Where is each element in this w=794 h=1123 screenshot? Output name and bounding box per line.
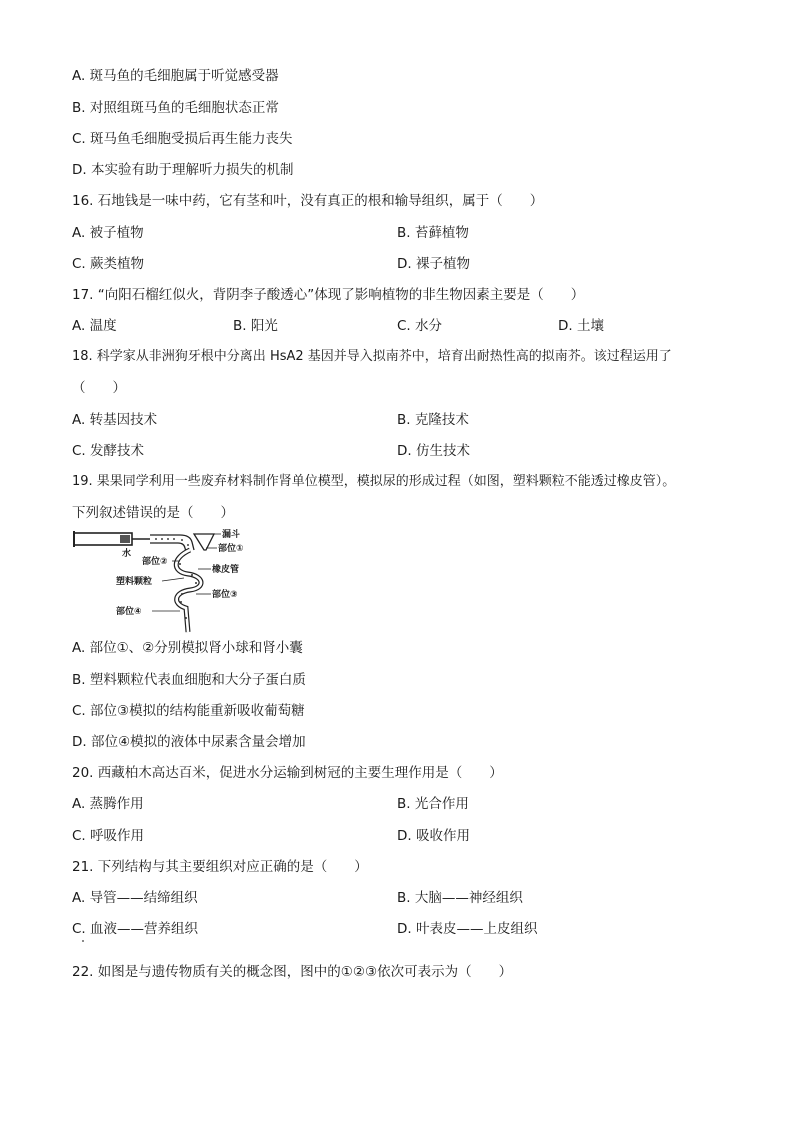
q21-option-a: A. 导管——结缔组织 [72, 890, 198, 906]
q18-option-d: D. 仿生技术 [397, 443, 470, 459]
q17-option-b: B. 阳光 [233, 318, 278, 334]
q19-option-d: D. 部位④模拟的液体中尿素含量会增加 [72, 734, 306, 750]
q19-option-b: B. 塑料颗粒代表血细胞和大分子蛋白质 [72, 672, 306, 688]
q19-stem-line1: 19. 果果同学利用一些废弃材料制作肾单位模型，模拟尿的形成过程（如图，塑料颗粒不能透过橡皮管）。 [72, 474, 676, 489]
q21-option-b: B. 大脑——神经组织 [397, 890, 523, 906]
q21-stem: 21. 下列结构与其主要组织对应正确的是（ ） [72, 859, 368, 875]
q20-option-a: A. 蒸腾作用 [72, 796, 144, 812]
q15-option-d: D. 本实验有助于理解听力损失的机制 [72, 162, 294, 178]
q15-option-b: B. 对照组斑马鱼的毛细胞状态正常 [72, 100, 279, 116]
q15-option-a: A. 斑马鱼的毛细胞属于听觉感受器 [72, 68, 279, 84]
label-part4: 部位④ [116, 607, 142, 617]
q20-option-b: B. 光合作用 [397, 796, 469, 812]
label-part1: 部位① [218, 544, 244, 554]
q16-option-c: C. 蕨类植物 [72, 256, 145, 272]
label-part3: 部位③ [212, 590, 238, 600]
q17-option-c: C. 水分 [397, 318, 443, 334]
stray-mark [82, 940, 84, 942]
q17-stem: 17. “向阳石榴红似火，背阴李子酸透心”体现了影响植物的非生物因素主要是（ ） [72, 287, 585, 303]
q18-stem-line1: 18. 科学家从非洲狗牙根中分离出 HsA2 基因并导入拟南芥中，培育出耐热性高的拟南芥。该过程运用了 [72, 349, 672, 364]
q16-option-d: D. 裸子植物 [397, 256, 470, 272]
q15-option-c: C. 斑马鱼毛细胞受损后再生能力丧失 [72, 131, 293, 147]
q21-option-d: D. 叶表皮——上皮组织 [397, 921, 538, 937]
label-plastic-particles: 塑料颗粒 [116, 577, 153, 587]
q21-option-c: C. 血液——营养组织 [72, 921, 199, 937]
q18-option-c: C. 发酵技术 [72, 443, 145, 459]
q19-stem-line2: 下列叙述错误的是（ ） [72, 505, 234, 521]
q16-option-b: B. 苔藓植物 [397, 225, 469, 241]
q16-option-a: A. 被子植物 [72, 225, 144, 241]
q20-stem: 20. 西藏柏木高达百米，促进水分运输到树冠的主要生理作用是（ ） [72, 765, 503, 781]
syringe-plunger [120, 535, 130, 543]
label-rubber-tube: 橡皮管 [212, 565, 240, 575]
q16-stem: 16. 石地钱是一味中药，它有茎和叶，没有真正的根和输导组织，属于（ ） [72, 193, 544, 209]
label-water: 水 [122, 549, 132, 559]
q18-option-a: A. 转基因技术 [72, 412, 158, 428]
q19-option-c: C. 部位③模拟的结构能重新吸收葡萄糖 [72, 703, 305, 719]
q20-option-c: C. 呼吸作用 [72, 828, 145, 844]
nephron-model-figure [72, 528, 262, 636]
label-part2: 部位② [142, 557, 168, 567]
label-funnel: 漏斗 [222, 530, 241, 540]
q18-option-b: B. 克隆技术 [397, 412, 469, 428]
q20-option-d: D. 吸收作用 [397, 828, 470, 844]
q19-option-a: A. 部位①、②分别模拟肾小球和肾小囊 [72, 640, 303, 656]
leader-plastic-particles [162, 578, 184, 581]
q17-option-d: D. 土壤 [558, 318, 604, 334]
funnel-shape [194, 534, 214, 550]
q18-stem-line2: （ ） [72, 380, 126, 396]
q22-stem: 22. 如图是与遗传物质有关的概念图，图中的①②③依次可表示为（ ） [72, 964, 513, 980]
q17-option-a: A. 温度 [72, 318, 117, 334]
